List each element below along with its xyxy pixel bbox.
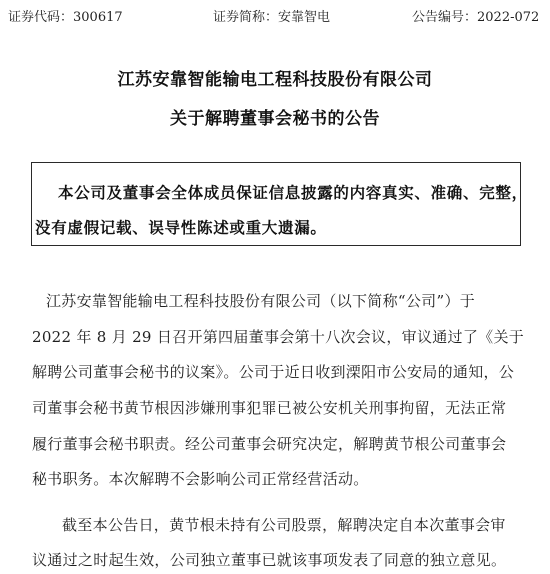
paragraph-line: 2022 年 8 月 29 日召开第四届董事会第十八次会议，审议通过了《关于 xyxy=(32,328,525,346)
paragraph-line: 司董事会秘书黄节根因涉嫌刑事犯罪已被公安机关刑事拘留，无法正常 xyxy=(32,399,507,417)
announcement-number: 公告编号：2022-072 xyxy=(412,10,540,25)
company-title: 江苏安靠智能输电工程科技股份有限公司 xyxy=(117,70,433,90)
disclaimer-line: 本公司及董事会全体成员保证信息披露的内容真实、准确、完整， xyxy=(58,184,528,202)
paragraph-line: 履行董事会秘书职责。经公司董事会研究决定，解聘黄节根公司董事会 xyxy=(32,435,507,453)
paragraph-line: 秘书职务。本次解聘不会影响公司正常经营活动。 xyxy=(32,470,369,488)
stock-code: 证券代码：300617 xyxy=(8,10,123,25)
announcement-subject: 关于解聘董事会秘书的公告 xyxy=(170,109,380,129)
paragraph-line: 议通过之时起生效，公司独立董事已就该事项发表了同意的独立意见。 xyxy=(32,551,507,569)
disclaimer-line: 没有虚假记载、误导性陈述或重大遗漏。 xyxy=(35,219,327,237)
stock-name: 证券简称：安靠智电 xyxy=(213,10,331,25)
paragraph-line: 截至本公告日，黄节根未持有公司股票，解聘决定自本次董事会审 xyxy=(62,516,506,534)
paragraph-line: 江苏安靠智能输电工程科技股份有限公司（以下简称“公司”）于 xyxy=(46,292,476,310)
paragraph-line: 解聘公司董事会秘书的议案》。公司于近日收到溧阳市公安局的通知，公 xyxy=(32,363,515,381)
